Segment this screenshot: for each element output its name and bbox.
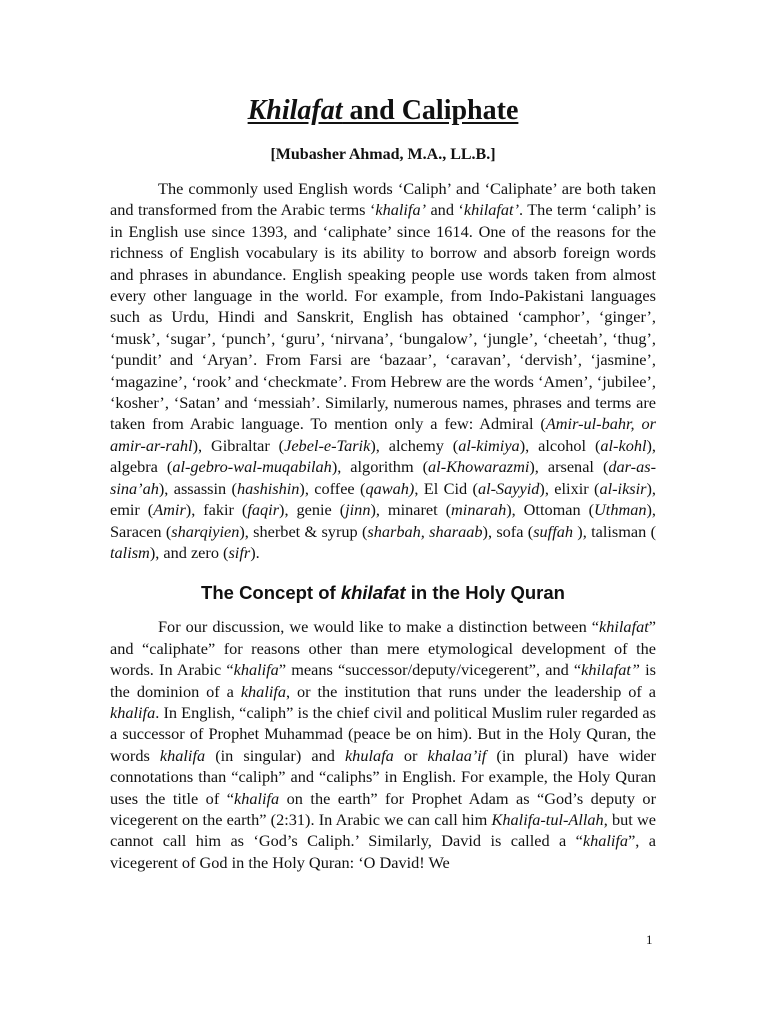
text-run: ), assassin ( [158, 478, 237, 498]
text-run: or [393, 745, 428, 765]
section-heading-pre: The Concept of [201, 582, 341, 604]
italic-term: al-kohl [600, 435, 647, 455]
italic-term: sifr [228, 542, 251, 562]
italic-term: talism [110, 542, 150, 562]
text-run: The commonly used English words ‘Caliph’ and ‘Caliphate’ are both taken and transformed from the Arabic terms ‘ [110, 179, 656, 220]
section-heading-post: in the Holy Quran [405, 582, 565, 604]
italic-term: Amir-ul-bahr, or amir-ar-rahl [110, 414, 656, 455]
text-run: ), sofa ( [482, 521, 534, 541]
text-run: ), algorithm ( [331, 457, 429, 477]
page-title [110, 93, 656, 129]
italic-term: khalaa’if [427, 745, 487, 765]
text-run: (in plural) have wider connotations than “caliph” and “caliphs” in English. For example, the Holy Quran uses the title of “ [110, 745, 656, 808]
italic-term: al-kimiya [458, 435, 520, 455]
italic-term: khulafa [344, 745, 394, 765]
italic-term: khalifa [233, 660, 279, 680]
section-heading-italic: khilafat [340, 582, 406, 604]
text-run: ), emir ( [110, 478, 656, 520]
text-run: is the dominion of a [110, 660, 657, 701]
italic-term: khalifa [582, 831, 629, 851]
italic-term: jinn [345, 500, 371, 520]
text-run: ), Saracen ( [110, 500, 656, 541]
text-run: ), algebra ( [110, 435, 657, 477]
intro-paragraph [110, 178, 656, 563]
italic-term: suffah [533, 521, 573, 541]
discussion-paragraph [110, 616, 656, 873]
text-run: ), Gibraltar ( [192, 435, 285, 455]
text-run: , but we cannot call him as ‘God’s Caliph.’ Similarly, David is called a “ [110, 809, 657, 851]
text-run: ” means “successor/deputy/vicegerent”, and “ [278, 660, 582, 680]
text-run: on the earth” for Prophet Adam as “God’s deputy or vicegerent on the earth” (2:31). In Arabic we can call him [110, 788, 656, 829]
italic-term: Khalifa-tul-Allah [491, 809, 604, 829]
section-heading [110, 581, 656, 605]
title-rest: and Caliphate [342, 95, 519, 126]
italic-term: khalifa [110, 702, 156, 722]
text-run: and ‘ [426, 200, 464, 220]
text-run: ). [250, 542, 260, 562]
page-number: 1 [646, 932, 653, 947]
text-run: ), fakir ( [185, 500, 248, 520]
text-run: ), alchemy ( [370, 435, 459, 455]
italic-term: al-Khowarazmi [428, 457, 530, 477]
text-run: , El Cid ( [414, 478, 478, 498]
text-run: ”, a vicegerent of God in the Holy Quran: ‘O David! We [110, 831, 656, 872]
text-run: ), talisman ( [573, 521, 656, 541]
text-run: ), sherbet & syrup ( [239, 521, 368, 541]
text-run: For our discussion, we would like to make a distinction between “ [158, 617, 600, 637]
italic-term: Jebel-e-Tarik [284, 435, 371, 455]
title-italic-word: Khilafat [247, 95, 343, 126]
italic-term: khalifa [159, 745, 206, 765]
document-page [110, 82, 656, 873]
italic-term: sharqiyien [171, 521, 240, 541]
text-run: ), minaret ( [370, 500, 452, 520]
text-run: ” and “caliphate” for reasons other than mere etymological development of the words. In Arabic “ [110, 617, 656, 680]
italic-term: Amir [153, 500, 186, 520]
text-run: (in singular) and [205, 745, 345, 765]
italic-term: khilafat’ [463, 200, 520, 220]
italic-term: khalifa [240, 681, 287, 701]
italic-term: faqir [247, 500, 280, 520]
text-run: ), and zero ( [149, 542, 229, 562]
italic-term: minarah [451, 500, 507, 520]
italic-term: khalifa’ [375, 200, 427, 220]
italic-term: al-Sayyid [477, 478, 540, 498]
text-run: ), coffee ( [299, 478, 366, 498]
italic-term: al-iksir [599, 478, 647, 498]
italic-term: Uthman [594, 500, 647, 520]
author-byline: [Mubasher Ahmad, M.A., LL.B.] [270, 146, 496, 163]
text-run: ), genie ( [279, 500, 346, 520]
text-run: ), elixir ( [539, 478, 600, 498]
italic-term: khilafat” [581, 660, 640, 680]
italic-term: khalifa [233, 788, 280, 808]
text-run: , or the institution that runs under the leadership of a [286, 681, 656, 701]
text-run: ), Ottoman ( [506, 500, 595, 520]
italic-term: dar-as-sina’ah [110, 457, 656, 498]
italic-term: hashishin [236, 478, 300, 498]
italic-term: al-gebro-wal-muqabilah [172, 457, 332, 477]
italic-term: sharbah, sharaab [367, 521, 483, 541]
text-run: ), alcohol ( [519, 435, 601, 455]
text-run: . The term ‘caliph’ is in English use since 1393, and ‘caliphate’ since 1614. One of the reasons for the richness of English vocabulary is its ability to borrow and absorb foreign words and phrases in abundance. English speaking people use words taken from almost every other language in the world. For example, from Indo-Pakistani languages such as Urdu, Hindi and Sanskrit, English has obtained ‘camphor’, ‘ginger’, ‘musk’, ‘sugar’, ‘punch’, ‘guru’, ‘nirvana’, ‘bungalow’, ‘jungle’, ‘cheetah’, ‘thug’, ‘pundit’ and ‘Aryan’. From Farsi are ‘bazaar’, ‘caravan’, ‘dervish’, ‘jasmine’, ‘magazine’, ‘rook’ and ‘checkmate’. From Hebrew are the words ‘Amen’, ‘jubilee’, ‘kosher’, ‘Satan’ and ‘messiah’. Similarly, numerous names, phrases and terms are taken from Arabic language. To mention only a few: Admiral ( [110, 200, 656, 434]
text-run: ), arsenal ( [529, 457, 609, 477]
text-run: . In English, “caliph” is the chief civil and political Muslim ruler regarded as a successor of Prophet Muhammad (peace be on him). But in the Holy Quran, the words [110, 702, 656, 765]
italic-term: qawah) [365, 478, 415, 498]
italic-term: khilafat [599, 617, 649, 637]
